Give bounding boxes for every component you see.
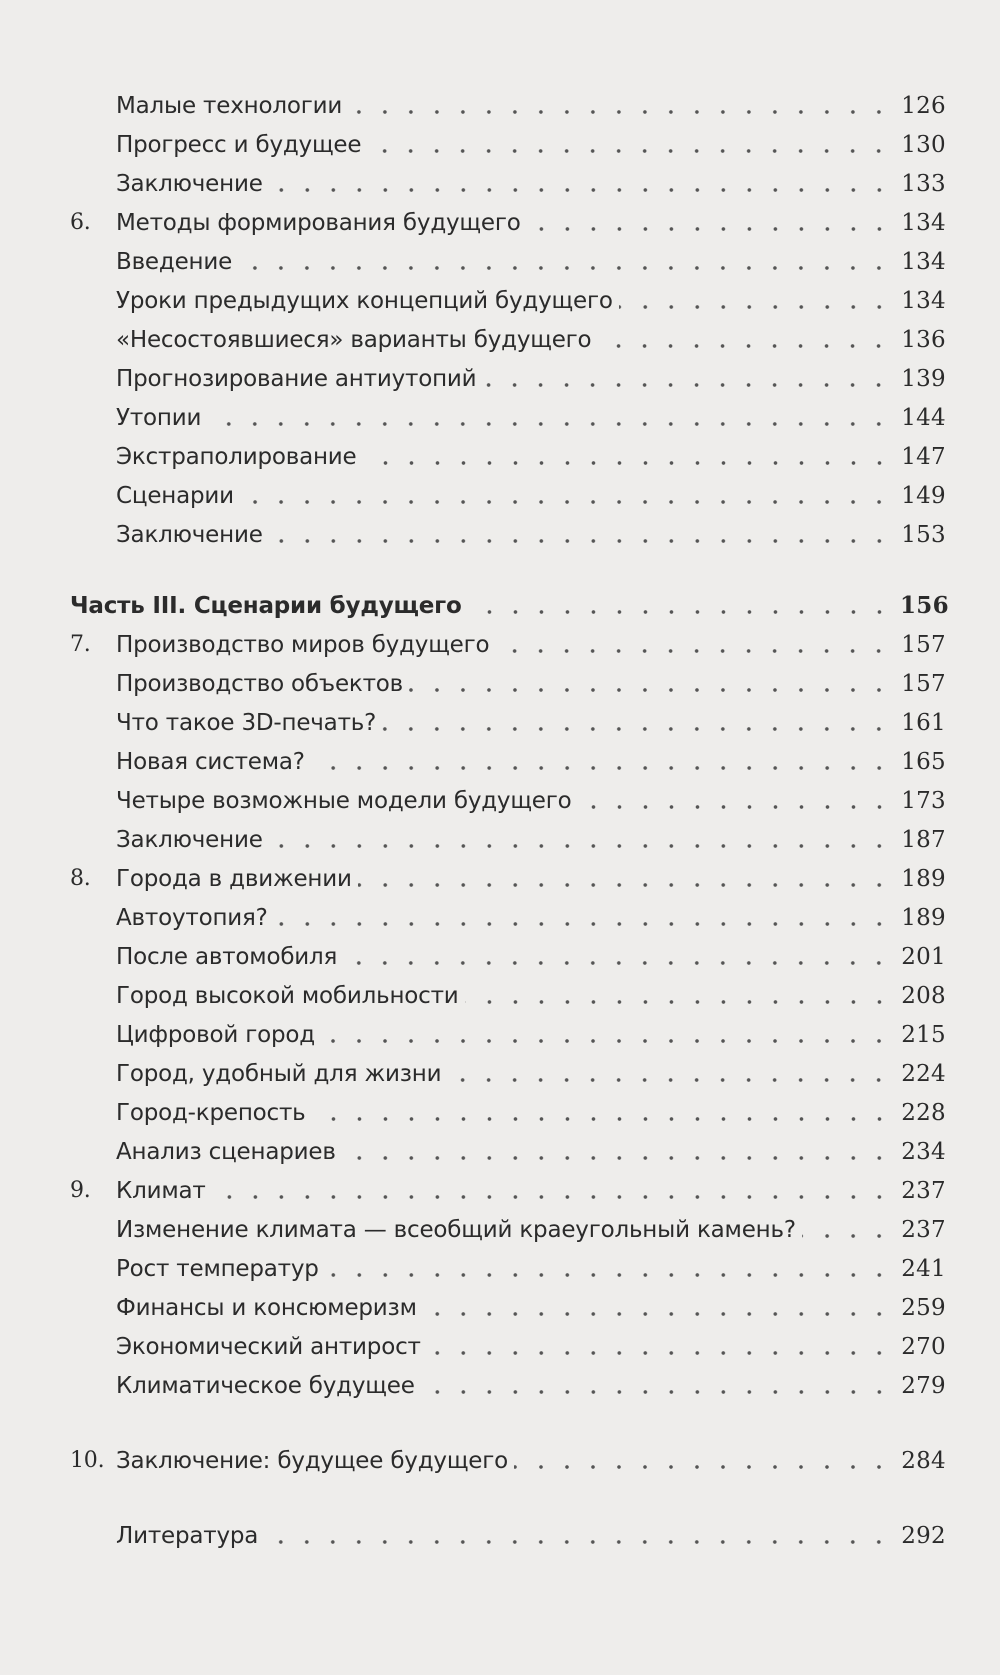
toc-entry-page: 173 <box>901 787 946 814</box>
toc-entry <box>70 437 946 476</box>
toc-entry-page: 234 <box>901 1138 946 1165</box>
toc-entry-title: Новая система? <box>116 749 309 775</box>
dot-leader <box>264 1530 892 1554</box>
toc-entry <box>70 398 946 437</box>
toc-entry-page: 161 <box>901 709 946 736</box>
toc-entry-title: Что такое 3D-печать? <box>116 710 380 736</box>
toc-entry <box>70 937 946 976</box>
toc-chapter <box>70 859 946 898</box>
toc-entry <box>70 898 946 937</box>
toc-entry-page: 187 <box>901 826 946 853</box>
dot-leader <box>423 1302 892 1326</box>
toc-entry <box>70 1516 946 1555</box>
toc-entry-page: 189 <box>901 865 946 892</box>
toc-entry-title: Малые технологии <box>116 93 346 119</box>
toc-entry-page: 237 <box>901 1177 946 1204</box>
toc-entry-page: 130 <box>901 131 946 158</box>
toc-entry-page: 259 <box>901 1294 946 1321</box>
toc-entry-title: Производство объектов <box>116 671 407 697</box>
toc-entry <box>70 820 946 859</box>
toc-entry-title: Заключение <box>116 827 267 853</box>
toc-entry-title: Введение <box>116 249 236 275</box>
toc-entry-page: 134 <box>901 209 946 236</box>
toc-entry-page: 165 <box>901 748 946 775</box>
dot-leader <box>207 412 892 436</box>
toc-entry <box>70 1093 946 1132</box>
toc-chapter <box>70 625 946 664</box>
toc-entry-title: Экономический антирост <box>116 1334 425 1360</box>
dot-leader <box>238 256 892 280</box>
toc-entry-number: 7. <box>70 632 91 657</box>
toc-entry-title: Изменение климата — всеобщий краеугольный камень? <box>116 1217 800 1243</box>
toc-entry <box>70 1054 946 1093</box>
toc-entry-title: Заключение <box>116 171 267 197</box>
dot-leader <box>468 600 892 624</box>
toc-entry <box>70 1249 946 1288</box>
toc-entry <box>70 664 946 703</box>
toc-entry-page: 270 <box>901 1333 946 1360</box>
dot-leader <box>269 178 892 202</box>
toc-entry-page: 284 <box>901 1447 946 1474</box>
dot-leader <box>514 1455 892 1479</box>
toc-entry-number: 6. <box>70 210 91 235</box>
dot-leader <box>363 451 892 475</box>
toc-entry <box>70 242 946 281</box>
toc-entry-page: 189 <box>901 904 946 931</box>
toc-chapter <box>70 203 946 242</box>
toc-entry <box>70 86 946 125</box>
toc-entry <box>70 359 946 398</box>
toc-entry <box>70 1015 946 1054</box>
toc-entry <box>70 742 946 781</box>
dot-leader <box>212 1185 892 1209</box>
toc-entry-page: 157 <box>901 670 946 697</box>
dot-leader <box>274 912 892 936</box>
dot-leader <box>321 1029 892 1053</box>
dot-leader <box>312 1107 892 1131</box>
toc-entry-page: 133 <box>901 170 946 197</box>
toc-entry-page: 149 <box>901 482 946 509</box>
toc-entry-page: 224 <box>901 1060 946 1087</box>
section-spacer <box>70 1405 946 1441</box>
toc-entry-page: 292 <box>901 1522 946 1549</box>
toc-entry-page: 156 <box>900 592 949 619</box>
toc-entry-page: 201 <box>901 943 946 970</box>
toc-entry-title: «Несостоявшиеся» варианты будущего <box>116 327 595 353</box>
toc-part-heading <box>70 586 949 625</box>
toc-entry-title: Рост температур <box>116 1256 323 1282</box>
dot-leader <box>325 1263 892 1287</box>
toc-entry-page: 228 <box>901 1099 946 1126</box>
dot-leader <box>409 678 892 702</box>
toc-entry-title: Прогнозирование антиутопий <box>116 366 480 392</box>
toc-entry <box>70 1366 946 1405</box>
toc-entry <box>70 1327 946 1366</box>
section-spacer <box>70 1480 946 1516</box>
dot-leader <box>619 295 892 319</box>
dot-leader <box>802 1224 892 1248</box>
toc-entry <box>70 1288 946 1327</box>
toc-entry-title: Город высокой мобильности <box>116 983 463 1009</box>
toc-entry-page: 134 <box>901 287 946 314</box>
table-of-contents <box>70 86 949 1555</box>
toc-entry-title: Цифровой город <box>116 1022 319 1048</box>
dot-leader <box>421 1380 892 1404</box>
toc-entry <box>70 476 946 515</box>
toc-entry-page: 134 <box>901 248 946 275</box>
toc-entry-title: Четыре возможные модели будущего <box>116 788 576 814</box>
toc-entry-title: Производство миров будущего <box>116 632 493 658</box>
dot-leader <box>367 139 892 163</box>
toc-entry-title: Финансы и консюмеризм <box>116 1295 421 1321</box>
dot-leader <box>348 100 892 124</box>
toc-entry-title: Город-крепость <box>116 1100 310 1126</box>
toc-entry-title: Климатическое будущее <box>116 1373 419 1399</box>
dot-leader <box>358 873 892 897</box>
toc-entry-title: Методы формирования будущего <box>116 210 525 236</box>
toc-entry <box>70 1210 946 1249</box>
dot-leader <box>311 756 892 780</box>
toc-entry-page: 241 <box>901 1255 946 1282</box>
toc-entry-page: 208 <box>901 982 946 1009</box>
toc-chapter <box>70 1441 946 1480</box>
toc-entry <box>70 781 946 820</box>
toc-entry-page: 279 <box>901 1372 946 1399</box>
dot-leader <box>447 1068 892 1092</box>
dot-leader <box>495 639 892 663</box>
dot-leader <box>527 217 892 241</box>
toc-entry-title: Климат <box>116 1178 210 1204</box>
toc-entry <box>70 515 946 554</box>
dot-leader <box>343 951 892 975</box>
dot-leader <box>427 1341 892 1365</box>
toc-entry-page: 157 <box>901 631 946 658</box>
section-spacer <box>70 554 946 586</box>
toc-entry-title: Прогресс и будущее <box>116 132 365 158</box>
toc-entry <box>70 1132 946 1171</box>
dot-leader <box>578 795 892 819</box>
toc-entry-title: Часть III. Сценарии будущего <box>70 593 466 619</box>
dot-leader <box>597 334 892 358</box>
toc-entry-number: 10. <box>70 1448 105 1473</box>
toc-entry-title: После автомобиля <box>116 944 341 970</box>
dot-leader <box>382 717 892 741</box>
toc-entry-page: 144 <box>901 404 946 431</box>
toc-entry-page: 126 <box>901 92 946 119</box>
toc-entry-title: Город, удобный для жизни <box>116 1061 445 1087</box>
dot-leader <box>465 990 892 1014</box>
toc-entry-page: 139 <box>901 365 946 392</box>
toc-entry-page: 136 <box>901 326 946 353</box>
dot-leader <box>269 834 892 858</box>
toc-chapter <box>70 1171 946 1210</box>
toc-entry-title: Заключение <box>116 522 267 548</box>
toc-entry <box>70 125 946 164</box>
toc-entry-title: Автоутопия? <box>116 905 272 931</box>
dot-leader <box>342 1146 892 1170</box>
toc-entry-number: 8. <box>70 866 91 891</box>
toc-entry-page: 147 <box>901 443 946 470</box>
toc-entry-title: Утопии <box>116 405 205 431</box>
toc-entry-title: Заключение: будущее будущего <box>116 1448 512 1474</box>
toc-entry <box>70 703 946 742</box>
toc-entry <box>70 976 946 1015</box>
toc-entry <box>70 164 946 203</box>
toc-entry <box>70 320 946 359</box>
toc-entry-title: Уроки предыдущих концепций будущего <box>116 288 617 314</box>
toc-entry-title: Экстраполирование <box>116 444 361 470</box>
toc-entry-page: 215 <box>901 1021 946 1048</box>
dot-leader <box>269 529 892 553</box>
toc-entry-page: 237 <box>901 1216 946 1243</box>
dot-leader <box>240 490 892 514</box>
toc-entry-title: Анализ сценариев <box>116 1139 340 1165</box>
toc-entry-page: 153 <box>901 521 946 548</box>
toc-entry <box>70 281 946 320</box>
toc-entry-title: Города в движении <box>116 866 356 892</box>
toc-entry-number: 9. <box>70 1178 91 1203</box>
toc-entry-title: Сценарии <box>116 483 238 509</box>
dot-leader <box>482 373 892 397</box>
toc-entry-title: Литература <box>116 1523 262 1549</box>
